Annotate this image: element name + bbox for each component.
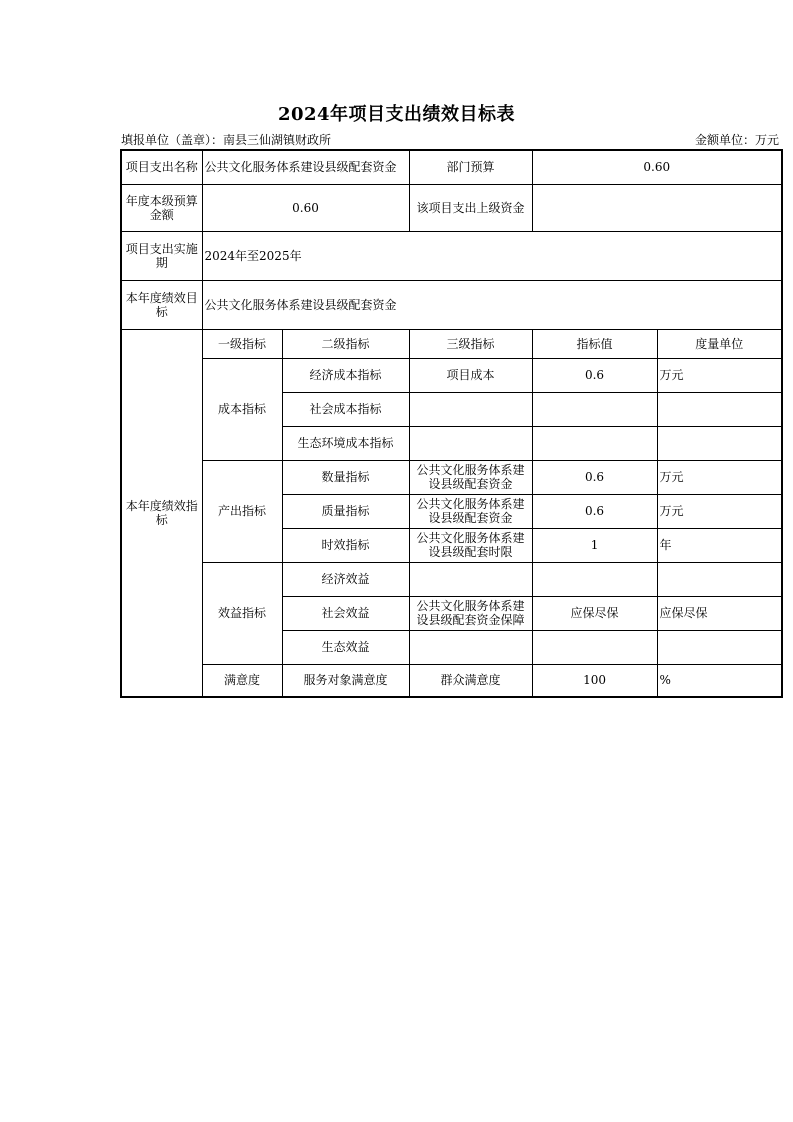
level3-cell: 项目成本	[409, 358, 532, 392]
annual-budget-label: 年度本级预算金额	[121, 184, 202, 231]
amount-unit: 金额单位：万元	[694, 133, 779, 147]
period-label: 项目支出实施期	[121, 231, 202, 280]
level3-cell: 公共文化服务体系建设县级配套资金保障	[409, 596, 532, 630]
level2-cell: 服务对象满意度	[282, 664, 409, 697]
value-cell: 应保尽保	[532, 596, 657, 630]
level1-output: 产出指标	[202, 460, 282, 562]
level2-cell: 社会成本指标	[282, 392, 409, 426]
upper-funds-value	[532, 184, 782, 231]
header-unit: 度量单位	[657, 329, 782, 358]
unit-cell	[657, 562, 782, 596]
period-value: 2024年至2025年	[202, 231, 782, 280]
performance-target-table	[120, 149, 783, 698]
level3-cell	[409, 426, 532, 460]
value-cell	[532, 630, 657, 664]
header-level1: 一级指标	[202, 329, 282, 358]
level2-cell: 社会效益	[282, 596, 409, 630]
level2-cell: 经济成本指标	[282, 358, 409, 392]
value-cell: 0.6	[532, 494, 657, 528]
indicators-section-label: 本年度绩效指标	[121, 329, 202, 697]
unit-cell: 应保尽保	[657, 596, 782, 630]
reporting-unit: 填报单位（盖章）：南县三仙湖镇财政所	[121, 133, 332, 147]
value-cell	[532, 392, 657, 426]
level2-cell: 生态环境成本指标	[282, 426, 409, 460]
level2-cell: 生态效益	[282, 630, 409, 664]
level3-cell: 公共文化服务体系建设县级配套资金	[409, 494, 532, 528]
level3-cell: 群众满意度	[409, 664, 532, 697]
header-level3: 三级指标	[409, 329, 532, 358]
level2-cell: 数量指标	[282, 460, 409, 494]
unit-cell	[657, 630, 782, 664]
value-cell	[532, 426, 657, 460]
level1-cost: 成本指标	[202, 358, 282, 460]
dept-budget-value: 0.60	[532, 150, 782, 184]
unit-cell: 年	[657, 528, 782, 562]
level3-cell: 公共文化服务体系建设县级配套时限	[409, 528, 532, 562]
level1-satisfaction: 满意度	[202, 664, 282, 697]
level3-cell	[409, 562, 532, 596]
level3-cell	[409, 630, 532, 664]
value-cell: 0.6	[532, 460, 657, 494]
header-level2: 二级指标	[282, 329, 409, 358]
annual-budget-value: 0.60	[202, 184, 409, 231]
value-cell: 1	[532, 528, 657, 562]
level2-cell: 时效指标	[282, 528, 409, 562]
level2-cell: 质量指标	[282, 494, 409, 528]
project-name-value: 公共文化服务体系建设县级配套资金	[202, 150, 409, 184]
unit-cell	[657, 426, 782, 460]
value-cell: 100	[532, 664, 657, 697]
unit-cell: %	[657, 664, 782, 697]
level2-cell: 经济效益	[282, 562, 409, 596]
unit-cell: 万元	[657, 494, 782, 528]
unit-cell: 万元	[657, 460, 782, 494]
level1-benefit: 效益指标	[202, 562, 282, 664]
unit-cell: 万元	[657, 358, 782, 392]
value-cell	[532, 562, 657, 596]
upper-funds-label: 该项目支出上级资金	[409, 184, 532, 231]
unit-cell	[657, 392, 782, 426]
annual-goal-value: 公共文化服务体系建设县级配套资金	[202, 280, 782, 329]
level3-cell	[409, 392, 532, 426]
level3-cell: 公共文化服务体系建设县级配套资金	[409, 460, 532, 494]
value-cell: 0.6	[532, 358, 657, 392]
header-value: 指标值	[532, 329, 657, 358]
dept-budget-label: 部门预算	[409, 150, 532, 184]
annual-goal-label: 本年度绩效目标	[121, 280, 202, 329]
project-name-label: 项目支出名称	[121, 150, 202, 184]
page-title: 2024年项目支出绩效目标表	[277, 104, 516, 125]
